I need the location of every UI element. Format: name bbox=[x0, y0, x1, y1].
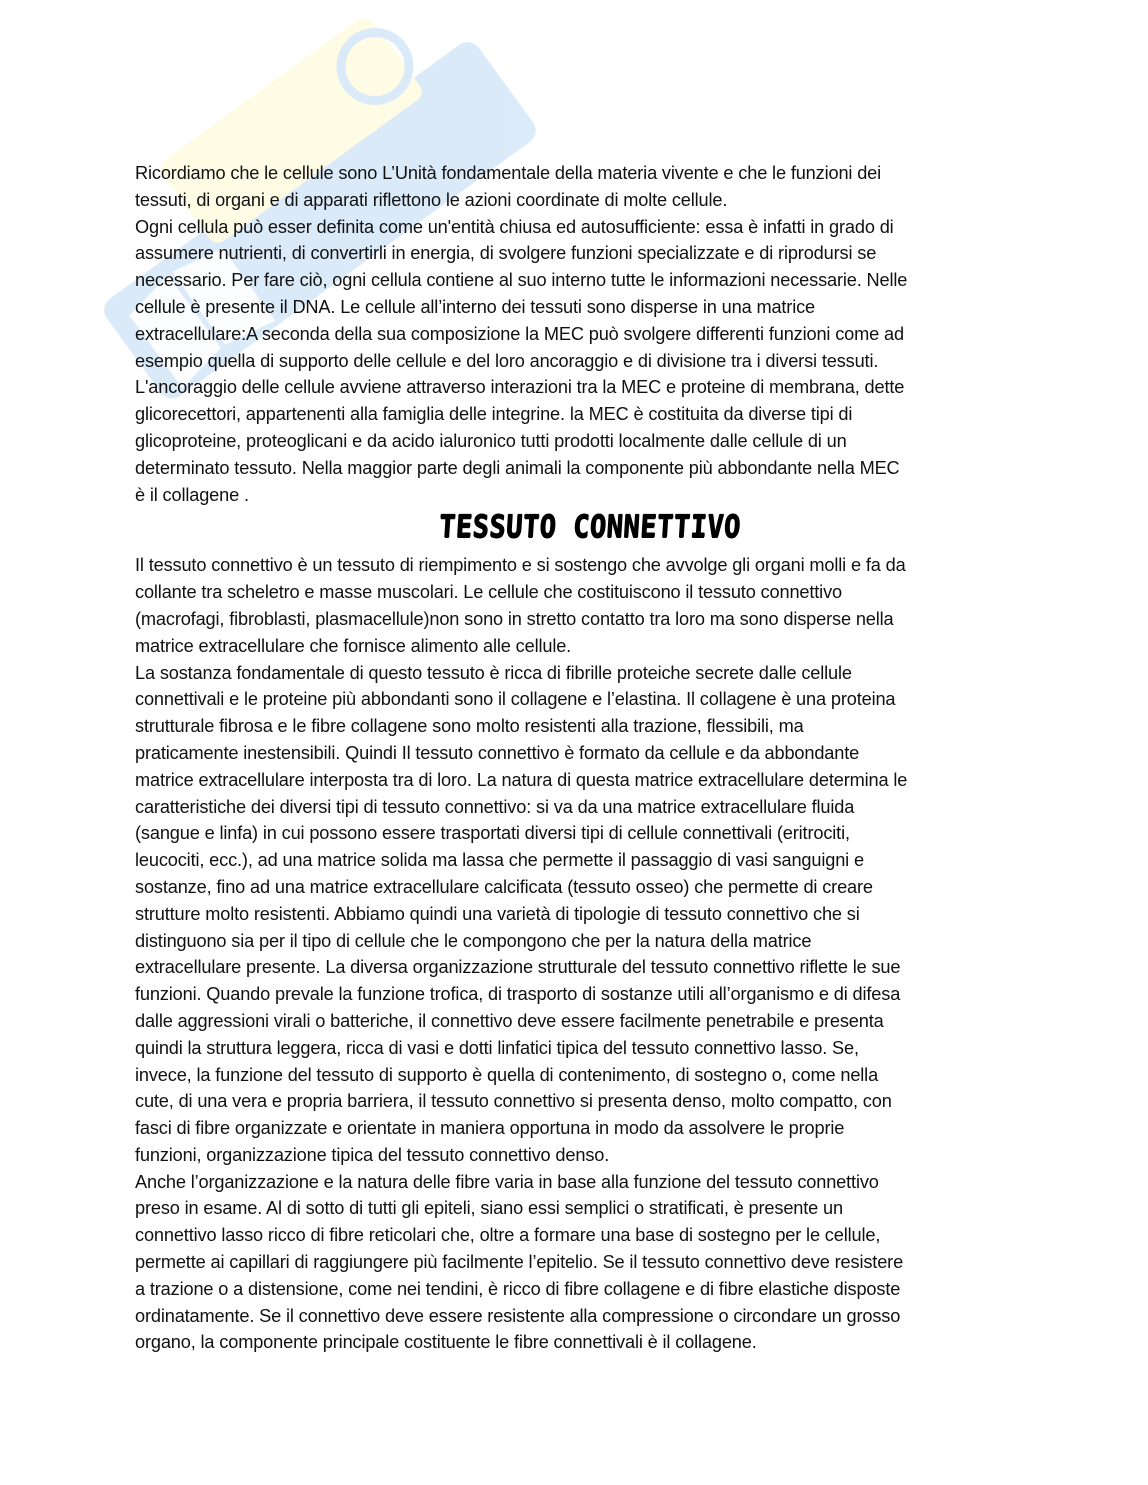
cell-paragraph: Ogni cellula può esser definita come un'entità chiusa ed autosufficiente: essa è infatti in grado di assumere nutrienti, di convertirli in energia, di svolgere funzioni specializzate e di riprodursi se necessario. Per fare ciò, ogni cellula contiene al suo interno tutte le informazioni necessarie. Nelle cellule è presente il DNA. Le cellule all’interno dei tessuti sono disperse in una matrice extracellulare:A seconda della sua composizione la MEC può svolgere differenti funzioni come ad esempio quella di supporto delle cellule e del loro ancoraggio e di divisione tra i diversi tessuti. L'ancoraggio delle cellule avviene attraverso interazioni tra la MEC e proteine di membrana, dette glicorecettori, appartenenti alla famiglia delle integrine. la MEC è costituita da diverse tipi di glicoproteine, proteoglicani e da acido ialuronico tutti prodotti localmente dalle cellule di un determinato tessuto. Nella maggior parte degli animali la componente più abbondante nella MEC è il collagene . bbox=[135, 216, 908, 505]
connective-intro-paragraph: Il tessuto connettivo è un tessuto di riempimento e si sostengo che avvolge gli organi molli e fa da collante tra scheletro e masse muscolari. Le cellule che costituiscono il tessuto connettivo (macrofagi, fibroblasti, plasmacellule)non sono in stretto contatto tra loro ma sono disperse nella matrice extracellulare che fornisce alimento alle cellule. bbox=[135, 555, 906, 656]
connective-matrix-paragraph: La sostanza fondamentale di questo tessuto è ricca di fibrille proteiche secrete dalle cellule connettivali e le proteine più abbondanti sono il collagene e l’elastina. Il collagene è una proteina strutturale fibrosa e le fibre collagene sono molto resistenti alla trazione, flessibili, ma praticamente inestensibili. Quindi Il tessuto connettivo è formato da cellule e da abbondante matrice extracellulare interposta tra di loro. La natura di questa matrice extracellulare determina le caratteristiche dei diversi tipi di tessuto connettivo: si va da una matrice extracellulare fluida (sangue e linfa) in cui possono essere trasportati diversi tipi di cellule connettivali (eritrociti, leucociti, ecc.), ad una matrice solida ma lassa che permette il passaggio di vasi sanguigni e sostanze, fino ad una matrice extracellulare calcificata (tessuto osseo) che permette di creare strutture molto resistenti. Abbiamo quindi una varietà di tipologie di tessuto connettivo che si distinguono sia per il tipo di cellule che le compongono che per la natura della matrice extracellulare presente. La diversa organizzazione strutturale del tessuto connettivo riflette le sue funzioni. Quando prevale la funzione trofica, di trasporto di sostanze utili all’organismo e di difesa dalle aggressioni virali o batteriche, il connettivo deve essere facilmente penetrabile e presenta quindi la struttura leggera, ricca di vasi e dotti linfatici tipica del tessuto connettivo lasso. Se, invece, la funzione del tessuto di supporto è quella di contenimento, di sostegno o, come nella cute, di una vera e propria barriera, il tessuto connettivo si presenta denso, molto compatto, con fasci di fibre organizzate e orientate in maniera opportuna in modo da assolvere le proprie funzioni, organizzazione tipica del tessuto connettivo denso. bbox=[135, 662, 908, 1165]
watermark-circle bbox=[327, 20, 422, 114]
document-body bbox=[135, 160, 1015, 1356]
connective-fibers-paragraph: Anche l’organizzazione e la natura delle fibre varia in base alla funzione del tessuto connettivo preso in esame. Al di sotto di tutti gli epiteli, siano essi semplici o stratificati, è presente un connettivo lasso ricco di fibre reticolari che, oltre a formare una base di sostegno per le cellule, permette ai capillari di raggiungere più facilmente l’epitelio. Se il tessuto connettivo deve resistere a trazione o a distensione, come nei tendini, è ricco di fibre collagene e di fibre elastiche disposte ordinatamente. Se il connettivo deve essere resistente alla compressione o circondare un grosso organo, la componente principale costituente le fibre connettivali è il collagene. bbox=[135, 1171, 904, 1353]
intro-paragraph: Ricordiamo che le cellule sono L’Unità fondamentale della materia vivente e che le funzioni dei tessuti, di organi e di apparati riflettono le azioni coordinate di molte cellule. bbox=[135, 163, 882, 210]
section-title: TESSUTO CONNETTIVO bbox=[438, 509, 742, 546]
